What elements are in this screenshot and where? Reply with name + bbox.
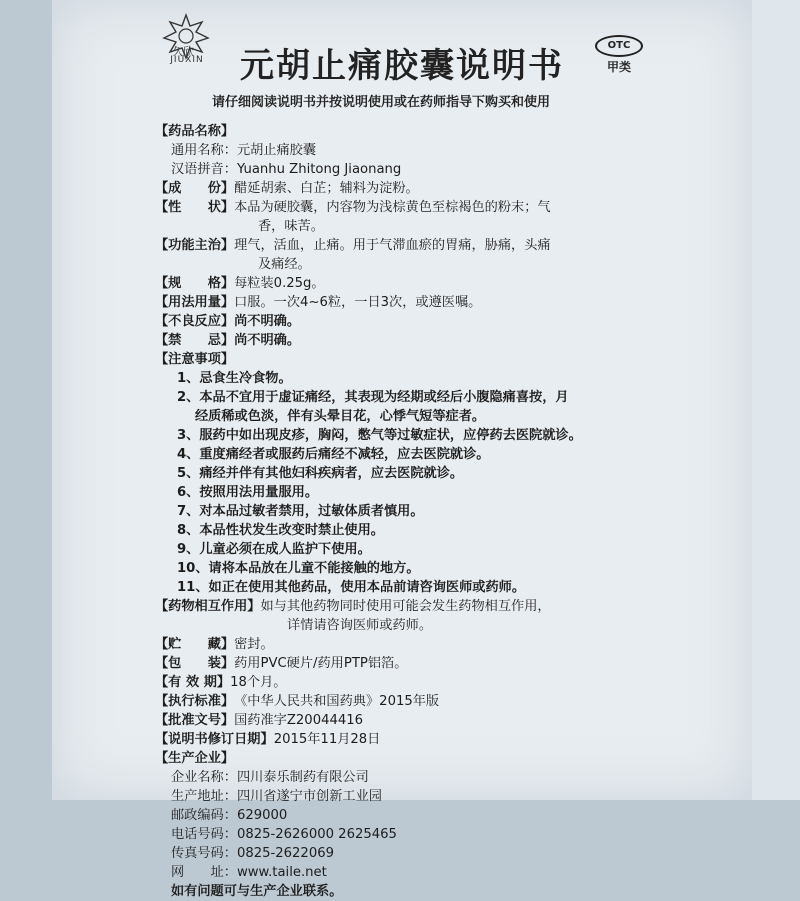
generic-name-label: 通用名称： <box>171 143 237 158</box>
pinyin-row <box>155 160 650 179</box>
contra-row <box>155 331 650 350</box>
interaction-label: 【药物相互作用】 <box>155 599 261 614</box>
approval-row <box>155 711 650 730</box>
storage-row <box>155 635 650 654</box>
adverse-label: 【不良反应】 <box>155 314 235 329</box>
validity-value: 18个月。 <box>230 675 287 690</box>
revision-value: 2015年11月28日 <box>273 732 381 747</box>
precautions-heading: 【注意事项】 <box>155 352 235 367</box>
tel-row <box>155 825 650 844</box>
package-row <box>155 654 650 673</box>
zip-row <box>155 806 650 825</box>
precaution-item: 3、服药中如出现皮疹，胸闷，憋气等过敏症状，应停药去医院就诊。 <box>177 428 582 443</box>
company-name-row <box>155 768 650 787</box>
revision-row <box>155 730 650 749</box>
adverse-value: 尚不明确。 <box>234 314 301 329</box>
spec-label: 【规 格】 <box>155 276 235 291</box>
dosage-label: 【用法用量】 <box>155 295 235 310</box>
ingredients-label: 【成 份】 <box>155 181 235 196</box>
website-value: www.taile.net <box>236 865 327 880</box>
company-name-label: 企业名称： <box>171 770 237 785</box>
storage-value: 密封。 <box>234 637 274 652</box>
interaction-value: 如与其他药物同时使用可能会发生药物相互作用， <box>260 599 551 614</box>
usage-notice: 请仔细阅读说明书并按说明使用或在药师指导下购买和使用 <box>212 95 551 110</box>
precaution-item: 8、本品性状发生改变时禁止使用。 <box>177 523 384 538</box>
drug-name-heading: 【药品名称】 <box>155 124 235 139</box>
leaflet-body <box>155 122 650 901</box>
indications-label: 【功能主治】 <box>155 238 235 253</box>
validity-row <box>155 673 650 692</box>
standard-value: 《中华人民共和国药典》2015年版 <box>234 694 440 709</box>
package-value: 药用PVC硬片/药用PTP铝箔。 <box>234 656 408 671</box>
precaution-item: 10、请将本品放在儿童不能接触的地方。 <box>177 561 420 576</box>
interaction-row <box>155 597 650 616</box>
precaution-item: 7、对本品过敏者禁用，过敏体质者慎用。 <box>177 504 424 519</box>
character-label: 【性 状】 <box>155 200 235 215</box>
otc-badge: OTC <box>595 35 643 57</box>
precaution-item: 9、儿童必须在成人监护下使用。 <box>177 542 371 557</box>
pinyin-label: 汉语拼音： <box>171 162 237 177</box>
dosage-row <box>155 293 650 312</box>
spec-row <box>155 274 650 293</box>
precaution-item: 2、本品不宜用于虚证痛经，其表现为经期或经后小腹隐痛喜按，月 <box>177 390 569 405</box>
precaution-item: 1、忌食生冷食物。 <box>177 371 292 386</box>
company-name-value: 四川泰乐制药有限公司 <box>236 770 369 785</box>
ingredients-row <box>155 179 650 198</box>
logo-english-text: JIUXIN <box>170 55 204 65</box>
otc-class-label: 甲类 <box>607 60 632 74</box>
tel-value: 0825-2626000 2625465 <box>236 827 397 842</box>
precaution-item: 6、按照用法用量服用。 <box>177 485 319 500</box>
address-row <box>155 787 650 806</box>
contra-value: 尚不明确。 <box>234 333 301 348</box>
ingredients-value: 醋延胡索、白芷；辅料为淀粉。 <box>234 181 419 196</box>
page-title: 元胡止痛胶囊说明书 <box>240 46 564 86</box>
logo-chinese-text: 久欣 <box>172 45 194 58</box>
approval-value: 国药准字Z20044416 <box>234 713 364 728</box>
indications-row <box>155 236 650 255</box>
manufacturer-heading: 【生产企业】 <box>155 751 235 766</box>
storage-label: 【贮 藏】 <box>155 637 235 652</box>
tel-label: 电话号码： <box>171 827 237 842</box>
website-row <box>155 863 650 882</box>
website-label: 网 址： <box>171 865 237 880</box>
fax-value: 0825-2622069 <box>236 846 334 861</box>
validity-label: 【有 效 期】 <box>155 675 231 690</box>
zip-label: 邮政编码： <box>171 808 237 823</box>
precaution-item: 11、如正在使用其他药品，使用本品前请咨询医师或药师。 <box>177 580 526 595</box>
revision-label: 【说明书修订日期】 <box>155 732 274 747</box>
pinyin-value: Yuanhu Zhitong Jiaonang <box>236 162 402 177</box>
adverse-row <box>155 312 650 331</box>
fax-label: 传真号码： <box>171 846 237 861</box>
dosage-value: 口服。一次4~6粒，一日3次，或遵医嘱。 <box>234 295 482 310</box>
precaution-item-continued: 经质稀或色淡，伴有头晕目花，心悸气短等症者。 <box>195 409 486 424</box>
package-label: 【包 装】 <box>155 656 235 671</box>
indications-continued: 及痛经。 <box>258 257 311 272</box>
address-value: 四川省遂宁市创新工业园 <box>236 789 382 804</box>
contra-label: 【禁 忌】 <box>155 333 235 348</box>
standard-label: 【执行标准】 <box>155 694 235 709</box>
standard-row <box>155 692 650 711</box>
approval-label: 【批准文号】 <box>155 713 235 728</box>
precaution-item: 5、痛经并伴有其他妇科疾病者，应去医院就诊。 <box>177 466 464 481</box>
precaution-item: 4、重度痛经者或服药后痛经不减轻，应去医院就诊。 <box>177 447 490 462</box>
character-continued: 香，味苦。 <box>258 219 324 234</box>
character-row <box>155 198 650 217</box>
address-label: 生产地址： <box>171 789 237 804</box>
contact-footer: 如有问题可与生产企业联系。 <box>171 884 343 899</box>
fax-row <box>155 844 650 863</box>
character-value: 本品为硬胶囊，内容物为浅棕黄色至棕褐色的粉末；气 <box>234 200 551 215</box>
generic-name-value: 元胡止痛胶囊 <box>236 143 317 158</box>
spec-value: 每粒装0.25g。 <box>234 276 325 291</box>
zip-value: 629000 <box>236 808 288 823</box>
interaction-continued: 详情请咨询医师或药师。 <box>287 618 433 633</box>
indications-value: 理气，活血，止痛。用于气滞血瘀的胃痛，胁痛，头痛 <box>234 238 551 253</box>
generic-name-row <box>155 141 650 160</box>
